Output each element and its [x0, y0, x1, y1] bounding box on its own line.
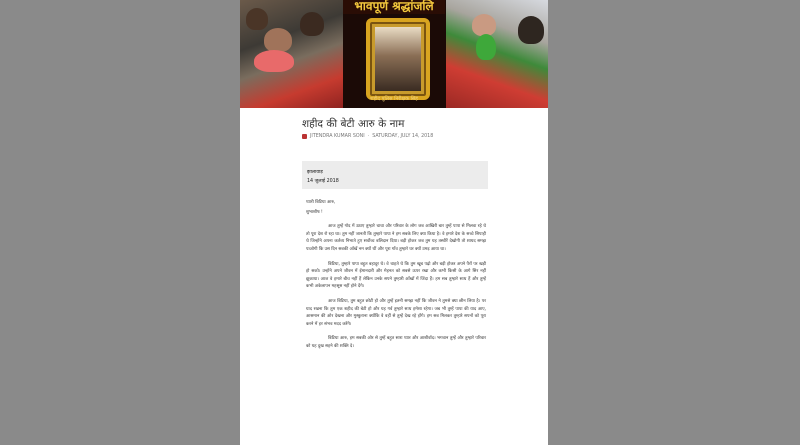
letter-paragraph: आज तुम्हें गोद में उठाए तुम्हारे चाचा और परिवार के लोग जब आखिरी बार तुम्हें पापा से मिलवा रहे थे तो पूरा देश रो रहा था। तुम नहीं जानती कि तुम्हारे पापा ने हम सबके लिए क्या किया है। वे हमारे देश के सच्चे सिपाही थे जिन्होंने अपना कर्तव्य निभाते हुए सर्वोच्च बलिदान दिया। बड़ी होकर जब तुम यह तस्वीरें देखोगी तो शायद समझ पाओगी कि उस दिन सबकी आँखें नम क्यों थीं और पूरा गाँव तुम्हारे घर क्यों उमड़ आया था।	[306, 224, 486, 252]
letter-place: झालावाड़	[307, 170, 323, 175]
blog-page	[240, 0, 548, 445]
post-byline	[302, 134, 433, 139]
letter-paragraph: आज बिटिया, तुम बहुत छोटी हो और तुम्हें इतनी समझ नहीं कि जीवन ने तुमसे क्या छीन लिया है। पर याद रखना कि तुम एक शहीद की बेटी हो और यह गर्व तुम्हारे साथ हमेशा रहेगा। जब भी तुम्हें पापा की याद आए, आसमान की ओर देखना और मुस्कुराना क्योंकि वे वहीं से तुम्हें देख रहे होंगे। हम सब मिलकर तुम्हारे सपनों को पूरा करने में हर संभव मदद करेंगे।	[306, 298, 486, 327]
byline-separator: ·	[367, 134, 370, 139]
author-avatar-icon	[302, 134, 307, 139]
portrait-frame	[366, 18, 430, 100]
post-title[interactable]: शहीद की बेटी आरु के नाम	[302, 118, 405, 130]
banner-photo-left	[240, 0, 343, 108]
letter-body	[306, 199, 486, 358]
letter-paragraph: बिटिया, तुम्हारे पापा बहुत बहादुर थे। वे चाहते थे कि तुम खूब पढ़ो और बड़ी होकर अपने पैरों पर खड़ी हो सको। उन्होंने अपने जीवन में ईमानदारी और मेहनत को सबसे ऊपर रखा और कभी किसी के आगे सिर नहीं झुकाया। आज वे हमारे बीच नहीं हैं लेकिन उनके सपने तुम्हारी आँखों में जिंदा हैं। हम सब तुम्हारे साथ हैं और तुम्हें कभी अकेलापन महसूस नहीं होने देंगे।	[306, 261, 486, 290]
post-date: SATURDAY, JULY 14, 2018	[372, 134, 434, 139]
banner-title: भावपूर्ण श्रद्धांजलि	[343, 0, 445, 14]
tribute-banner	[240, 0, 548, 108]
banner-caption: शहीद पुलिस निरीक्षक सिंह	[370, 96, 418, 102]
letter-greeting: शुभाशीष !	[306, 209, 323, 215]
banner-photo-right	[446, 0, 548, 108]
letter-date: 14 जुलाई 2018	[307, 179, 339, 184]
letter-paragraph: बिटिया आरु, हम सबकी ओर से तुम्हें बहुत सारा प्यार और आशीर्वाद। भगवान तुम्हें और तुम्हारे परिवार को यह दुख सहने की शक्ति दे।	[306, 336, 486, 349]
letter-header-box	[302, 161, 488, 189]
post-author[interactable]: JITENDRA KUMAR SONI	[310, 134, 365, 139]
letter-salutation: प्यारी बिटिया आरु,	[306, 200, 336, 205]
portrait-photo	[375, 27, 421, 91]
